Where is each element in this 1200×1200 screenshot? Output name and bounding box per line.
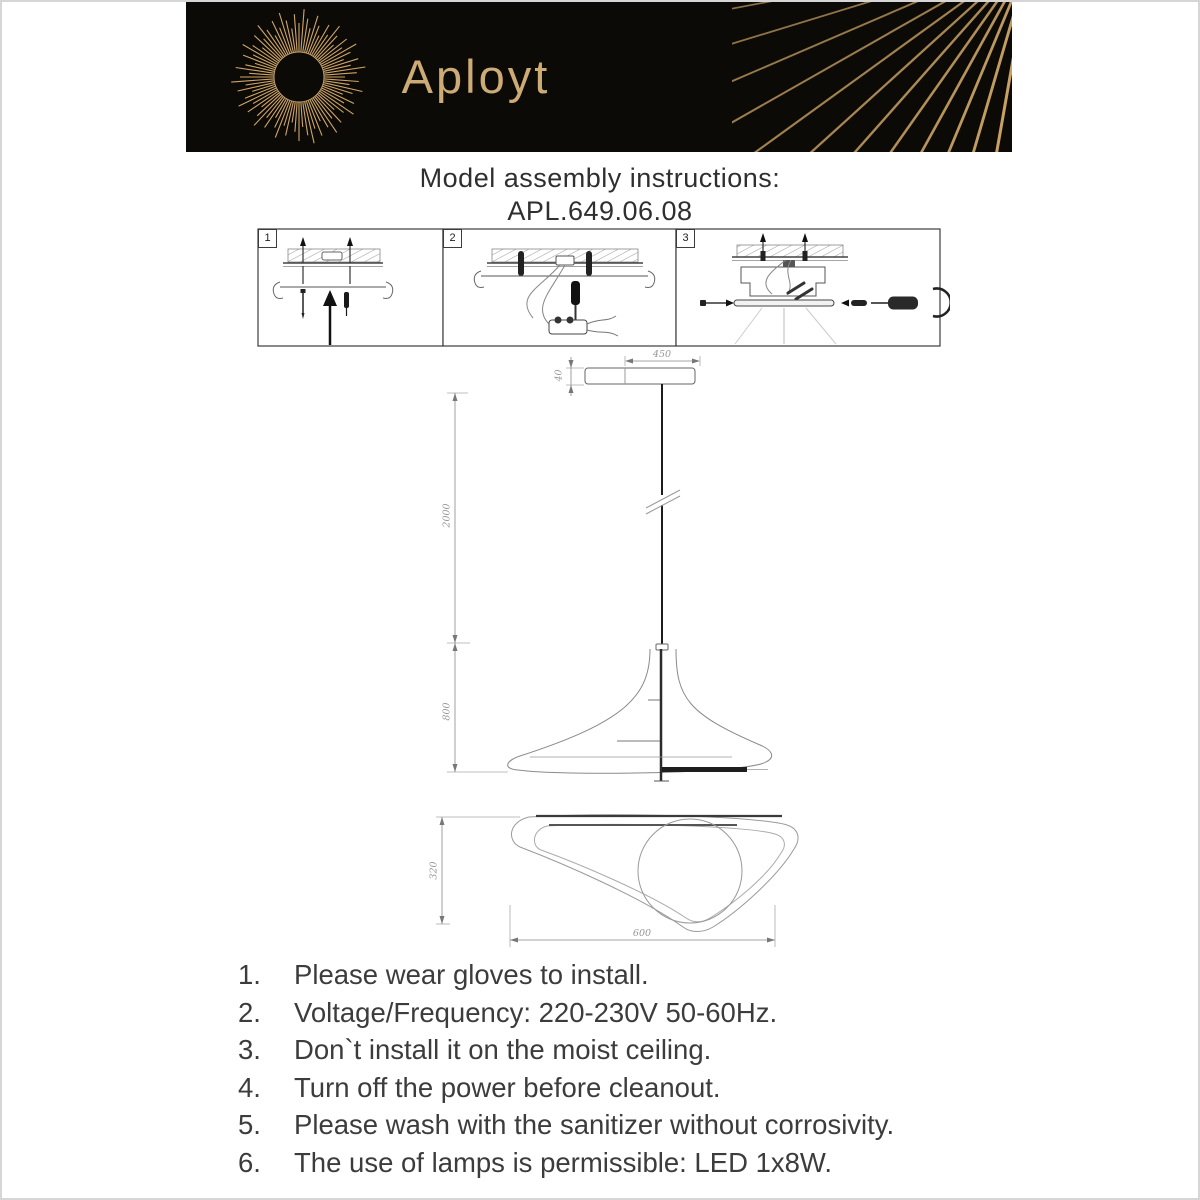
step-1-number: 1 (258, 229, 277, 248)
dim-canopy-height: 40 (553, 369, 565, 382)
instruction-number: 1. (238, 959, 261, 990)
assembly-steps-diagram (250, 222, 950, 354)
dim-shade-depth: 320 (428, 861, 440, 880)
page-title: Model assembly instructions: (419, 163, 781, 193)
dim-suspension-length: 2000 (441, 503, 453, 528)
instruction-text: Voltage/Frequency: 220-230V 50-60Hz. (294, 996, 778, 1028)
instruction-text: Turn off the power before cleanout. (294, 1071, 721, 1103)
pendant-side-view-drawing (420, 350, 820, 800)
dim-shade-width: 600 (632, 928, 652, 939)
instruction-text: The use of lamps is permissible: LED 1x8W. (294, 1146, 832, 1178)
instruction-number: 5. (238, 1109, 261, 1140)
step-3-number: 3 (676, 229, 695, 248)
instruction-number: 3. (238, 1034, 261, 1065)
instruction-text: Please wear gloves to install. (294, 959, 649, 990)
instruction-text: Please wash with the sanitizer without corrosivity. (294, 1109, 895, 1140)
brand-banner (186, 2, 1012, 152)
instruction-number: 6. (238, 1146, 261, 1178)
dim-canopy-width: 450 (652, 349, 672, 360)
instruction-text: Don`t install it on the moist ceiling. (294, 1034, 712, 1065)
instruction-list (238, 956, 998, 1181)
model-number: APL.649.06.08 (507, 196, 693, 226)
step-2-number: 2 (443, 229, 462, 248)
dim-shade-drop: 800 (441, 702, 453, 721)
instruction-number: 4. (238, 1071, 261, 1103)
brand-logo-text: Aployt (401, 50, 551, 103)
sunburst-logo-icon (224, 2, 374, 152)
instruction-number: 2. (238, 996, 261, 1028)
corner-rays-decoration (732, 2, 1012, 152)
